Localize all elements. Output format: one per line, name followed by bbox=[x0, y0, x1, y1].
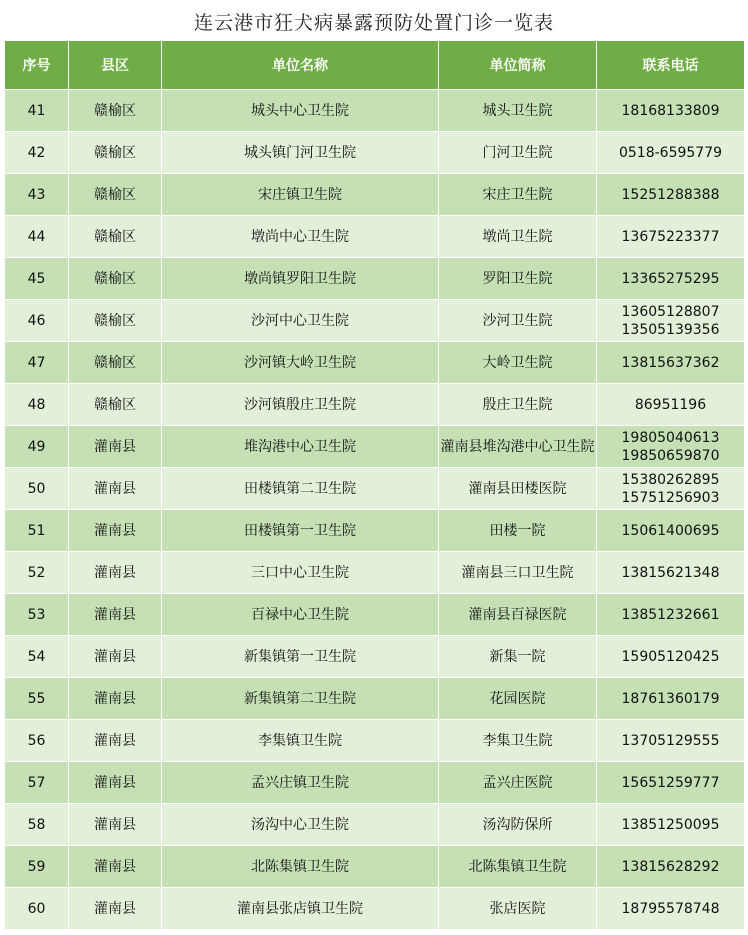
cell-serial-number: 47 bbox=[5, 342, 69, 384]
cell-short-name: 墩尚卫生院 bbox=[439, 216, 597, 258]
cell-serial-number: 53 bbox=[5, 594, 69, 636]
cell-county: 赣榆区 bbox=[69, 342, 162, 384]
table-row bbox=[5, 426, 745, 468]
cell-unit-name: 新集镇第一卫生院 bbox=[162, 636, 439, 678]
phone-number: 13851232661 bbox=[621, 606, 720, 623]
cell-short-name: 罗阳卫生院 bbox=[439, 258, 597, 300]
phone-number: 18761360179 bbox=[621, 690, 720, 707]
cell-serial-number: 48 bbox=[5, 384, 69, 426]
cell-short-name: 灌南县三口卫生院 bbox=[439, 552, 597, 594]
table-row bbox=[5, 846, 745, 888]
phone-number: 15061400695 bbox=[621, 522, 720, 539]
phone-number: 15251288388 bbox=[621, 186, 720, 203]
cell-short-name: 新集一院 bbox=[439, 636, 597, 678]
cell-phone bbox=[597, 216, 745, 258]
cell-phone bbox=[597, 636, 745, 678]
table-row bbox=[5, 468, 745, 510]
cell-phone bbox=[597, 342, 745, 384]
phone-number: 15751256903 bbox=[621, 489, 720, 506]
cell-short-name: 沙河卫生院 bbox=[439, 300, 597, 342]
header-county: 县区 bbox=[69, 41, 162, 90]
cell-county: 灌南县 bbox=[69, 804, 162, 846]
phone-number: 15905120425 bbox=[621, 648, 720, 665]
phone-number: 13365275295 bbox=[621, 270, 720, 287]
cell-short-name: 张店医院 bbox=[439, 888, 597, 930]
cell-unit-name: 百禄中心卫生院 bbox=[162, 594, 439, 636]
cell-phone bbox=[597, 426, 745, 468]
cell-serial-number: 51 bbox=[5, 510, 69, 552]
cell-short-name: 灌南县田楼医院 bbox=[439, 468, 597, 510]
table-row bbox=[5, 594, 745, 636]
cell-phone bbox=[597, 300, 745, 342]
cell-serial-number: 45 bbox=[5, 258, 69, 300]
cell-county: 灌南县 bbox=[69, 468, 162, 510]
cell-phone bbox=[597, 258, 745, 300]
cell-serial-number: 59 bbox=[5, 846, 69, 888]
cell-serial-number: 60 bbox=[5, 888, 69, 930]
table-row bbox=[5, 132, 745, 174]
table-row bbox=[5, 888, 745, 930]
table-row bbox=[5, 258, 745, 300]
cell-serial-number: 56 bbox=[5, 720, 69, 762]
phone-number: 86951196 bbox=[634, 396, 707, 413]
table-row bbox=[5, 384, 745, 426]
cell-serial-number: 41 bbox=[5, 90, 69, 132]
cell-phone bbox=[597, 384, 745, 426]
phone-number: 13815637362 bbox=[621, 354, 720, 371]
cell-county: 灌南县 bbox=[69, 426, 162, 468]
cell-serial-number: 50 bbox=[5, 468, 69, 510]
phone-number: 13815621348 bbox=[621, 564, 720, 581]
cell-unit-name: 汤沟中心卫生院 bbox=[162, 804, 439, 846]
cell-county: 灌南县 bbox=[69, 846, 162, 888]
cell-serial-number: 58 bbox=[5, 804, 69, 846]
cell-unit-name: 墩尚镇罗阳卫生院 bbox=[162, 258, 439, 300]
cell-short-name: 宋庄卫生院 bbox=[439, 174, 597, 216]
header-phone: 联系电话 bbox=[597, 41, 745, 90]
cell-unit-name: 墩尚中心卫生院 bbox=[162, 216, 439, 258]
table-row bbox=[5, 678, 745, 720]
cell-county: 赣榆区 bbox=[69, 90, 162, 132]
phone-number: 18795578748 bbox=[621, 900, 720, 917]
cell-unit-name: 沙河镇殷庄卫生院 bbox=[162, 384, 439, 426]
phone-number: 13675223377 bbox=[621, 228, 720, 245]
cell-county: 灌南县 bbox=[69, 636, 162, 678]
cell-phone bbox=[597, 678, 745, 720]
phone-number: 13815628292 bbox=[621, 858, 720, 875]
cell-unit-name: 田楼镇第二卫生院 bbox=[162, 468, 439, 510]
cell-serial-number: 57 bbox=[5, 762, 69, 804]
cell-short-name: 花园医院 bbox=[439, 678, 597, 720]
header-unit-name: 单位名称 bbox=[162, 41, 439, 90]
cell-phone bbox=[597, 846, 745, 888]
table-row bbox=[5, 216, 745, 258]
cell-unit-name: 田楼镇第一卫生院 bbox=[162, 510, 439, 552]
cell-unit-name: 城头中心卫生院 bbox=[162, 90, 439, 132]
cell-serial-number: 55 bbox=[5, 678, 69, 720]
cell-county: 赣榆区 bbox=[69, 384, 162, 426]
phone-number: 13705129555 bbox=[621, 732, 720, 749]
phone-number: 18168133809 bbox=[621, 102, 720, 119]
phone-number: 13505139356 bbox=[621, 321, 720, 338]
table-title: 连云港市狂犬病暴露预防处置门诊一览表 bbox=[193, 11, 554, 34]
header-row bbox=[5, 41, 745, 90]
cell-county: 赣榆区 bbox=[69, 258, 162, 300]
cell-serial-number: 52 bbox=[5, 552, 69, 594]
cell-short-name: 殷庄卫生院 bbox=[439, 384, 597, 426]
phone-number: 15651259777 bbox=[621, 774, 720, 791]
cell-county: 灌南县 bbox=[69, 762, 162, 804]
cell-serial-number: 42 bbox=[5, 132, 69, 174]
cell-county: 灌南县 bbox=[69, 720, 162, 762]
cell-county: 赣榆区 bbox=[69, 300, 162, 342]
phone-number: 0518-6595779 bbox=[618, 144, 723, 161]
table-row bbox=[5, 300, 745, 342]
cell-unit-name: 灌南县张店镇卫生院 bbox=[162, 888, 439, 930]
cell-short-name: 大岭卫生院 bbox=[439, 342, 597, 384]
cell-county: 赣榆区 bbox=[69, 174, 162, 216]
header-serial-number: 序号 bbox=[5, 41, 69, 90]
cell-unit-name: 李集镇卫生院 bbox=[162, 720, 439, 762]
phone-number: 13851250095 bbox=[621, 816, 720, 833]
cell-phone bbox=[597, 510, 745, 552]
cell-phone bbox=[597, 468, 745, 510]
cell-county: 灌南县 bbox=[69, 888, 162, 930]
cell-unit-name: 新集镇第二卫生院 bbox=[162, 678, 439, 720]
cell-phone bbox=[597, 720, 745, 762]
cell-short-name: 灌南县百禄医院 bbox=[439, 594, 597, 636]
cell-phone bbox=[597, 90, 745, 132]
clinic-table bbox=[4, 40, 745, 930]
table-row bbox=[5, 342, 745, 384]
cell-short-name: 李集卫生院 bbox=[439, 720, 597, 762]
cell-short-name: 北陈集镇卫生院 bbox=[439, 846, 597, 888]
table-row bbox=[5, 90, 745, 132]
phone-number: 19805040613 bbox=[621, 429, 720, 446]
cell-serial-number: 54 bbox=[5, 636, 69, 678]
cell-unit-name: 城头镇门河卫生院 bbox=[162, 132, 439, 174]
table-row bbox=[5, 636, 745, 678]
table-row bbox=[5, 552, 745, 594]
cell-unit-name: 宋庄镇卫生院 bbox=[162, 174, 439, 216]
cell-short-name: 门河卫生院 bbox=[439, 132, 597, 174]
cell-phone bbox=[597, 762, 745, 804]
cell-unit-name: 沙河镇大岭卫生院 bbox=[162, 342, 439, 384]
cell-short-name: 孟兴庄医院 bbox=[439, 762, 597, 804]
table-row bbox=[5, 720, 745, 762]
cell-county: 灌南县 bbox=[69, 552, 162, 594]
cell-short-name: 灌南县堆沟港中心卫生院 bbox=[439, 426, 597, 468]
cell-serial-number: 49 bbox=[5, 426, 69, 468]
table-row bbox=[5, 510, 745, 552]
cell-phone bbox=[597, 594, 745, 636]
cell-county: 灌南县 bbox=[69, 510, 162, 552]
cell-phone bbox=[597, 174, 745, 216]
cell-county: 赣榆区 bbox=[69, 216, 162, 258]
cell-unit-name: 堆沟港中心卫生院 bbox=[162, 426, 439, 468]
table-row bbox=[5, 762, 745, 804]
phone-number: 15380262895 bbox=[621, 471, 720, 488]
header-short-name: 单位简称 bbox=[439, 41, 597, 90]
cell-county: 灌南县 bbox=[69, 594, 162, 636]
table-body bbox=[5, 90, 745, 930]
cell-short-name: 汤沟防保所 bbox=[439, 804, 597, 846]
cell-county: 灌南县 bbox=[69, 678, 162, 720]
cell-phone bbox=[597, 552, 745, 594]
table-row bbox=[5, 804, 745, 846]
cell-county: 赣榆区 bbox=[69, 132, 162, 174]
cell-unit-name: 沙河中心卫生院 bbox=[162, 300, 439, 342]
cell-unit-name: 三口中心卫生院 bbox=[162, 552, 439, 594]
cell-phone bbox=[597, 804, 745, 846]
cell-short-name: 城头卫生院 bbox=[439, 90, 597, 132]
cell-serial-number: 44 bbox=[5, 216, 69, 258]
cell-short-name: 田楼一院 bbox=[439, 510, 597, 552]
cell-unit-name: 北陈集镇卫生院 bbox=[162, 846, 439, 888]
phone-number: 19850659870 bbox=[621, 447, 720, 464]
cell-phone bbox=[597, 132, 745, 174]
cell-phone bbox=[597, 888, 745, 930]
cell-serial-number: 43 bbox=[5, 174, 69, 216]
cell-unit-name: 孟兴庄镇卫生院 bbox=[162, 762, 439, 804]
cell-serial-number: 46 bbox=[5, 300, 69, 342]
table-row bbox=[5, 174, 745, 216]
phone-number: 13605128807 bbox=[621, 303, 720, 320]
